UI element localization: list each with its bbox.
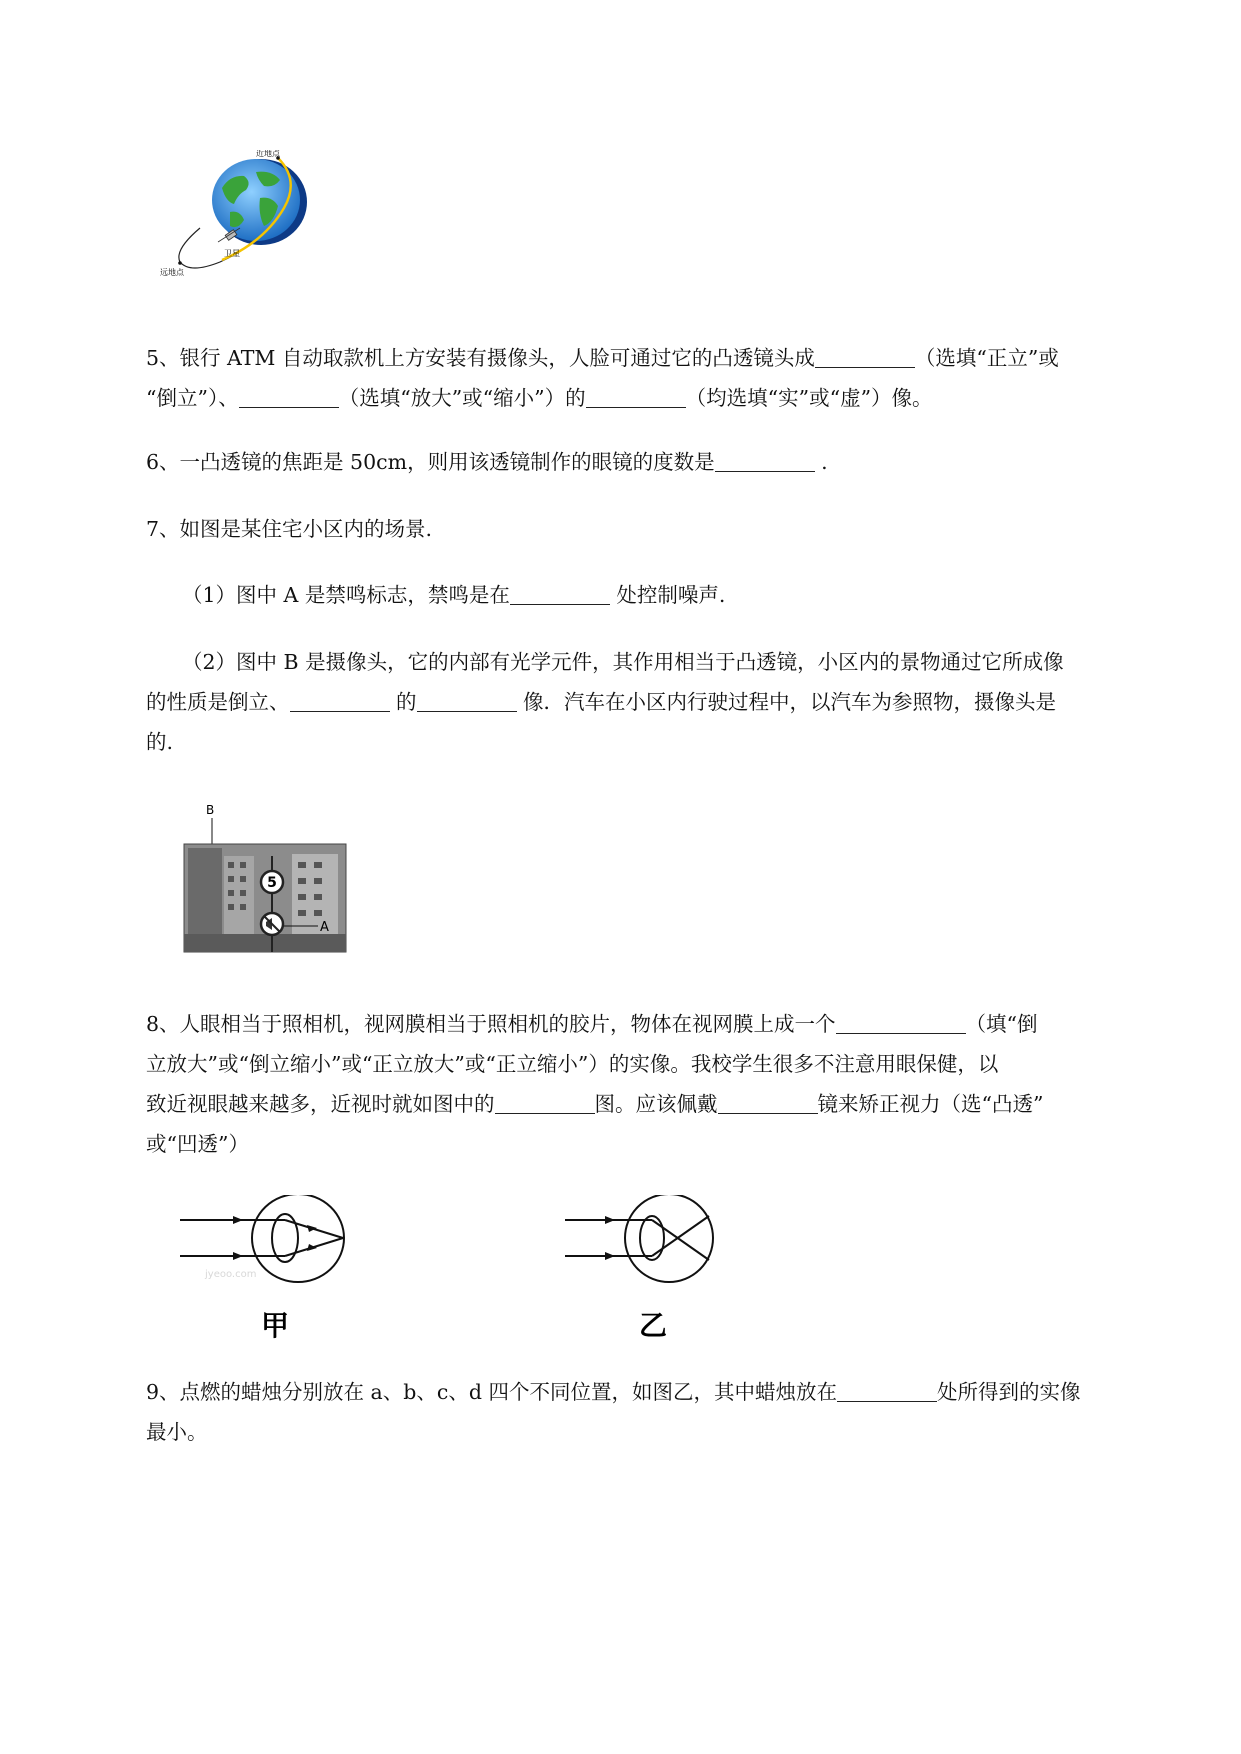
apogee-label: 远地点 (160, 268, 184, 277)
q9-blank[interactable] (837, 1379, 937, 1402)
label-b: B (206, 803, 215, 817)
eye-diagram-left (180, 1195, 344, 1342)
q7-text: 处控制噪声. (609, 583, 726, 607)
q8-text: 致近视眼越来越多，近视时就如图中的 (146, 1092, 495, 1116)
label-left: 甲 (260, 1309, 290, 1342)
q5-text: 5、银行 ATM 自动取款机上方安装有摄像头，人脸可通过它的凸透镜头成 (146, 346, 815, 370)
question-7-sub-2 (146, 642, 1146, 762)
perigee-label: 近地点 (256, 150, 280, 158)
q7-intro: 7、如图是某住宅小区内的场景. (146, 517, 433, 541)
q5-text: （选填“正立”或 (914, 346, 1059, 370)
q7-text: （2）图中 B 是摄像头，它的内部有光学元件，其作用相当于凸透镜，小区内的景物通过它所成像 (182, 650, 1064, 674)
q8-blank-2[interactable] (495, 1091, 595, 1114)
street-scene-figure (180, 800, 380, 958)
eye-diagram-right (565, 1195, 713, 1342)
q8-text: （填“倒 (965, 1012, 1038, 1036)
watermark: jyeoo.com (205, 1269, 257, 1280)
q5-text: （选填“放大”或“缩小”）的 (338, 386, 586, 410)
question-8 (146, 1004, 1146, 1164)
q6-blank[interactable] (715, 449, 815, 472)
satellite-label: 卫星 (224, 249, 240, 258)
q7-text: 的性质是倒立、 (146, 690, 290, 714)
speed-limit-sign-icon (261, 871, 283, 893)
q9-text: 处所得到的实像 (937, 1380, 1081, 1404)
satellite-orbit-figure (160, 150, 340, 310)
q8-text: 镜来矫正视力（选“凸透” (817, 1092, 1044, 1116)
question-6 (146, 442, 1146, 482)
question-7 (146, 509, 1146, 549)
no-honking-sign-icon (261, 913, 283, 935)
q7-blank-3[interactable] (417, 689, 517, 712)
q8-text: 或“凹透”） (146, 1132, 249, 1156)
q5-blank-1[interactable] (815, 345, 915, 368)
q7-text: 的. (146, 730, 174, 754)
q8-text: 图。应该佩戴 (594, 1092, 718, 1116)
q8-text: 8、人眼相当于照相机，视网膜相当于照相机的胶片，物体在视网膜上成一个 (146, 1012, 836, 1036)
q6-text: . (814, 450, 828, 474)
q8-blank-3[interactable] (718, 1091, 818, 1114)
q7-text: （1）图中 A 是禁鸣标志，禁鸣是在 (182, 583, 510, 607)
q8-text: 立放大”或“倒立缩小”或“正立放大”或“正立缩小”）的实像。我校学生很多不注意用眼保健，以 (146, 1052, 999, 1076)
question-9 (146, 1372, 1146, 1452)
q5-blank-2[interactable] (239, 385, 339, 408)
q7-blank-1[interactable] (510, 582, 610, 605)
q9-text: 9、点燃的蜡烛分别放在 a、b、c、d 四个不同位置，如图乙，其中蜡烛放在 (146, 1380, 838, 1404)
label-a: A (320, 920, 329, 935)
q5-text: （均选填“实”或“虚”）像。 (685, 386, 933, 410)
q6-text: 6、一凸透镜的焦距是 50cm，则用该透镜制作的眼镜的度数是 (146, 450, 715, 474)
q7-text: 的 (389, 690, 417, 714)
q5-text: “倒立”）、 (146, 386, 239, 410)
q5-blank-3[interactable] (586, 385, 686, 408)
q8-blank-1[interactable] (836, 1011, 966, 1034)
eye-diagrams-figure (175, 1195, 735, 1345)
label-right: 乙 (638, 1309, 668, 1342)
question-7-sub-1 (146, 575, 1146, 615)
q7-blank-2[interactable] (290, 689, 390, 712)
q7-text: 像．汽车在小区内行驶过程中，以汽车为参照物，摄像头是 (516, 690, 1057, 714)
question-5 (146, 338, 1146, 418)
q9-text: 最小。 (146, 1420, 208, 1444)
speed-limit-value: 5 (267, 875, 277, 891)
